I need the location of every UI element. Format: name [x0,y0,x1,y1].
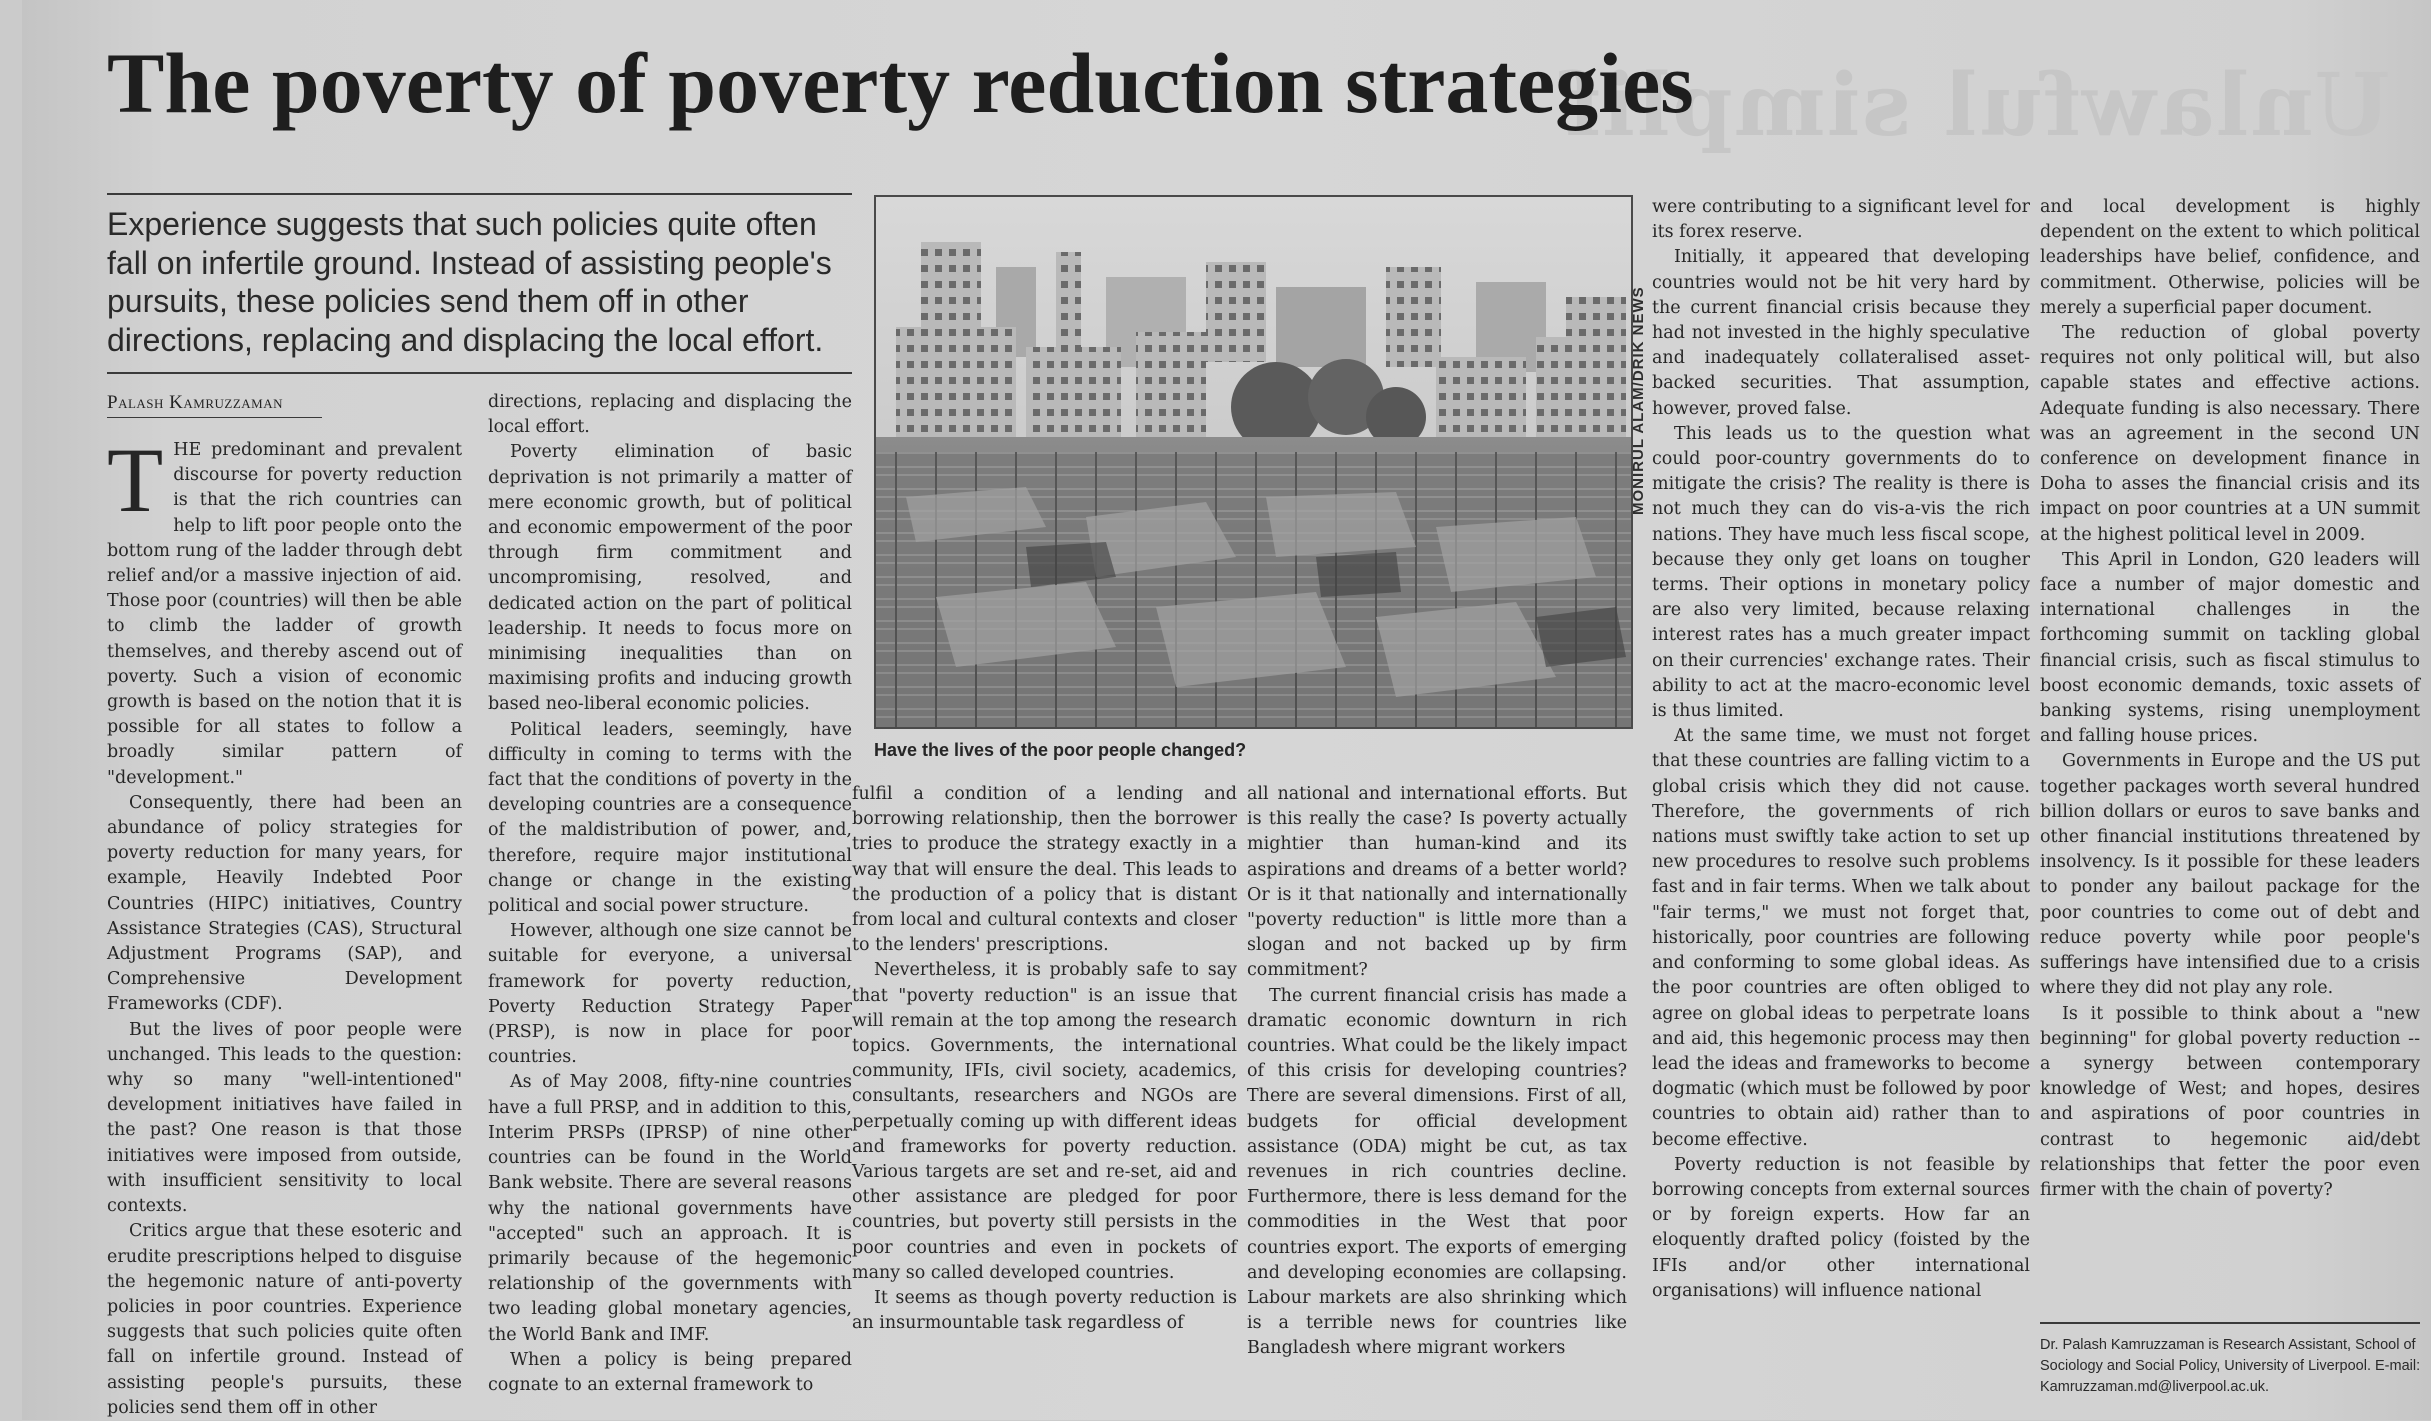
col1-paragraph: But the lives of poor people were unchanged. This leads to the question: why so many "well-intentioned" development initiatives have failed in the past? One reason is that those initiatives were imposed from outside, with insufficient sensitivity to local contexts. [107,1019,462,1217]
bleed-through-text: Unlawful simplif [1562,55,2391,156]
byline-rule [107,417,322,418]
col3-paragraph: fulfil a condition of a lending and borrowing relationship, then the borrower tries to produce the strategy exactly in a way that will ensure the deal. This leads to the production of a policy that is distant from local and cultural contexts and closer to the lenders' prescriptions. [852,784,1237,956]
col1-paragraph: THE predominant and prevalent discourse for poverty reduction is that the rich countries can help to lift poor people onto the bottom rung of the ladder through debt relief and/or a massive injection of aid. Those poor (countries) will then be able to climb the ladder of growth themselves, and thereby ascend out of poverty. Such a vision of economic growth is based on the notion that it is possible for all states to follow a broadly similar pattern of "development." [107,429,462,788]
col4-paragraph: all national and international efforts. But is this really the case? Is poverty actually mightier than human-kind and its aspirations and dreams of a better world? Or is it that nationally and internationally "poverty reduction" is little more than a slogan and not backed up by firm commitment? [1247,784,1627,981]
col6-paragraph: Is it possible to think about a "new beginning" for global poverty reduction -- a synergy between contemporary knowledge of West; and hopes, desires and aspirations of poor countries in contrast to hegemonic aid/debt relationships that fetter the poor even firmer with the chain of poverty? [2040,1003,2420,1200]
col5-paragraph: This leads us to the question what could poor-country governments do to mitigate the crisis? The reality is there is not much they can do vis-a-vis the rich nations. They have much less fiscal scope, because they only get loans on tougher terms. Their options in monetary policy are also very limited, because relaxing interest rates has a much greater impact on their currencies' exchange rates. Their ability to act at the macro-economic level is thus limited. [1652,423,2030,722]
author-note-rule [2040,1322,2420,1324]
col5-paragraph: Poverty reduction is not feasible by borrowing concepts from external sources or by foreign experts. How far an eloquently drafted policy (foisted by the IFIs and/or other international organisations) will influence national [1652,1154,2030,1301]
col1-paragraph: Consequently, there had been an abundance of policy strategies for poverty reduction for many years, for example, Heavily Indebted Poor Countries (HIPC) initiatives, Country Assistance Strategies (CAS), Structural Adjustment Programs (SAP), and Comprehensive Development Frameworks (CDF). [107,792,462,1015]
article-column-6 [2040,195,2420,1203]
aerial-city-illustration [876,197,1631,727]
article-column-1 [107,429,462,1421]
col2-paragraph: directions, replacing and displacing the local effort. [488,392,852,438]
col5-paragraph: Initially, it appeared that developing countries would not be hit very hard by the current financial crisis because they had not invested in the highly speculative and inadequately collateralised asset-backed securities. That assumption, however, proved false. [1652,247,2030,419]
col3-paragraph: Nevertheless, it is probably safe to say that "poverty reduction" is an issue that will remain at the top among the research topics. Governments, the international community, IFIs, civil society, academics, consultants, researchers and NGOs are perpetually coming up with different ideas and frameworks for poverty reduction. Various targets are set and re-set, aid and other assistance are pledged for poor countries, but poverty still persists in the poor countries and even in pockets of many so called developed countries. [852,960,1237,1283]
intro-bottom-rule [107,372,852,374]
col2-paragraph: When a policy is being prepared cognate to an external framework to [488,1349,852,1395]
author-note: Dr. Palash Kamruzzaman is Research Assistant, School of Sociology and Social Policy, University of Liverpool. E-mail: Kamruzzaman.md@liverpool.ac.uk. [2040,1337,2421,1395]
col2-paragraph: As of May 2008, fifty-nine countries have a full PRSP, and in addition to this, Interim PRSPs (IPRSP) of nine other countries can be found in the World Bank website. There are several reasons why the national governments have "accepted" such an approach. It is primarily because of the hegemonic relationship of the governments with two leading global monetary agencies, the World Bank and IMF. [488,1072,852,1345]
drop-cap: T [107,429,164,531]
article-column-4 [1247,782,1627,1362]
headline: The poverty of poverty reduction strategies [107,35,1694,131]
article-column-2 [488,390,852,1398]
photo-caption: Have the lives of the poor people changed? [874,740,1247,760]
col2-paragraph: However, although one size cannot be suitable for everyone, a universal framework for poverty reduction, Poverty Reduction Strategy Paper (PRSP), is now in place for poor countries. [488,921,852,1068]
slum-photo [874,195,1633,729]
article-column-5 [1652,195,2030,1304]
col3-paragraph: It seems as though poverty reduction is an insurmountable task regardless of [852,1288,1237,1334]
col2-paragraph: Political leaders, seemingly, have difficulty in coming to terms with the fact that the conditions of poverty in the developing countries are a consequence of the maldistribution of power, and, therefore, require major institutional change or change in the existing political and social power structure. [488,719,852,917]
byline [107,392,407,414]
col6-paragraph: Governments in Europe and the US put together packages worth several hundred billion dollars or euros to save banks and other financial institutions threatened by insolvency. Is it possible for these leaders to ponder any bailout package for the poor countries to come out of debt and reduce poverty while poor people's sufferings have intensified due to a crisis where they did not play any role. [2040,751,2420,999]
col6-paragraph: and local development is highly dependent on the extent to which political leaderships have belief, confidence, and commitment. Otherwise, policies will be merely a superficial paper document. [2040,197,2420,318]
col5-paragraph: were contributing to a significant level for its forex reserve. [1652,197,2030,243]
col5-paragraph: At the same time, we must not forget that these countries are falling victim to a global crisis which they did not cause. Therefore, the governments of rich nations must swiftly take action to set up new procedures to resolve such problems fast and in fair terms. When we talk about "fair terms," we must not forget that, historically, poor countries are following and conforming to some global ideas. As the poor countries are often obliged to agree on global ideas to perpetrate loans and aid, this hegemonic process may then lead the ideas and frameworks to become dogmatic (which must be followed by poor countries to obtain aid) rather than to become effective. [1652,726,2030,1150]
col2-paragraph: Poverty elimination of basic deprivation is not primarily a matter of mere economic growth, but of political and economic empowerment of the poor through firm commitment and uncompromising, resolved, and dedicated action on the part of political leadership. It needs to focus more on minimising inequalities than on maximising profits and inducing growth based neo-liberal economic policies. [488,442,852,715]
photo-credit: MONIRUL ALAM/DRIK NEWS [1630,286,1647,515]
newspaper-page [22,0,2431,1420]
col6-paragraph: This April in London, G20 leaders will face a number of major domestic and international challenges in the forthcoming summit on tackling global financial crisis, such as fiscal stimulus to boost economic demands, toxic assets of banking systems, rising unemployment and falling house prices. [2040,549,2420,747]
byline-name: Palash Kamruzzaman [107,392,283,413]
intro-standfirst: Experience suggests that such policies quite often fall on infertile ground. Instead of assisting people's pursuits, these policies send them off in other directions, replacing and displacing the local effort. [107,206,832,358]
col4-paragraph: The current financial crisis has made a dramatic economic downturn in rich countries. What could be the likely impact of this crisis for developing countries? There are several dimensions. First of all, budgets for official development assistance (ODA) might be cut, as tax revenues in rich countries decline. Furthermore, there is less demand for the commodities in the West that poor countries export. The exports of emerging and developing economies are collapsing. Labour markets are also shrinking which is a terrible news for countries like Bangladesh where migrant workers [1247,985,1627,1359]
col1-paragraph: Critics argue that these esoteric and erudite prescriptions helped to disguise the hegemonic nature of anti-poverty policies in poor countries. Experience suggests that such policies quite often fall on infertile ground. Instead of assisting people's pursuits, these policies send them off in other [107,1221,462,1418]
col6-paragraph: The reduction of global poverty requires not only political will, but also capable states and effective actions. Adequate funding is also necessary. There was an agreement in the second UN conference on development finance in Doha to asses the financial crisis and its impact on poor countries at a UN summit at the highest political level in 2009. [2040,323,2420,545]
intro-top-rule [107,193,852,195]
article-column-3 [852,782,1237,1336]
